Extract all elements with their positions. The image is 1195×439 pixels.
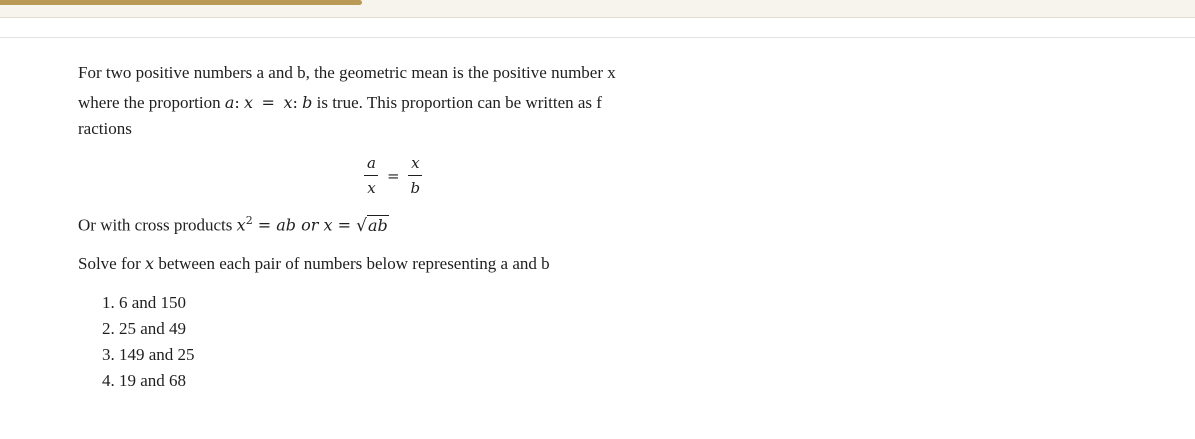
list-item <box>102 368 195 394</box>
cross-or: or <box>296 215 324 235</box>
solve-post: between each pair of numbers below representing a and b <box>154 254 550 273</box>
prop-x-1: x <box>244 93 254 112</box>
solve-pre: Solve for <box>78 254 146 273</box>
prop-equals: = <box>261 93 275 112</box>
problem-number: 3. <box>102 345 115 364</box>
problem-number: 4. <box>102 371 115 390</box>
cross-equals-1: = <box>252 215 277 235</box>
intro-line-1: For two positive numbers a and b, the geometric mean is the positive number x <box>78 63 616 82</box>
radical-sign: √ <box>356 215 367 236</box>
prop-colon-2: : <box>292 93 298 112</box>
cross-equals-2: = <box>332 215 357 235</box>
problem-number: 2. <box>102 319 115 338</box>
prop-colon-1: : <box>234 93 240 112</box>
problem-text: 19 and 68 <box>119 371 187 390</box>
cross-products-line <box>78 214 389 236</box>
solve-instruction <box>78 254 550 274</box>
cross-text: Or with cross products <box>78 215 237 235</box>
fraction-left <box>364 154 379 197</box>
prop-x-2: x <box>283 93 293 112</box>
question-content <box>78 58 718 390</box>
square-root <box>356 216 389 236</box>
intro-line-2-pre: where the proportion <box>78 93 225 112</box>
cross-exponent: 2 <box>245 214 253 227</box>
prop-a: a <box>224 93 235 112</box>
list-item <box>102 316 195 342</box>
intro-line-2-post: is true. This proportion can be written as f <box>312 93 602 112</box>
fraction-right-numerator: x <box>411 154 420 172</box>
fraction-equation <box>360 154 427 197</box>
solve-var: x <box>145 254 155 273</box>
fraction-left-denominator: x <box>367 179 376 197</box>
fraction-right-bar <box>408 175 422 176</box>
intro-paragraph <box>78 58 718 140</box>
problem-list <box>102 290 195 394</box>
reading-progress-bar <box>0 0 362 5</box>
list-item <box>102 290 195 316</box>
problem-text: 25 and 49 <box>119 319 187 338</box>
fraction-right <box>408 154 424 197</box>
list-item <box>102 342 195 368</box>
cross-x-2: x <box>323 215 333 235</box>
top-bar <box>0 0 1195 18</box>
cross-ab: ab <box>276 215 297 235</box>
intro-line-3: ractions <box>78 119 132 138</box>
fraction-equals: = <box>386 166 400 185</box>
fraction-left-numerator: a <box>367 154 376 172</box>
prop-b: b <box>302 93 313 112</box>
problem-number: 1. <box>102 293 115 312</box>
fraction-left-bar <box>364 175 378 176</box>
radicand: ab <box>367 215 388 235</box>
cross-x: x <box>236 215 246 235</box>
problem-text: 6 and 150 <box>119 293 187 312</box>
fraction-right-denominator: b <box>410 179 421 197</box>
divider <box>0 37 1195 38</box>
problem-text: 149 and 25 <box>119 345 195 364</box>
